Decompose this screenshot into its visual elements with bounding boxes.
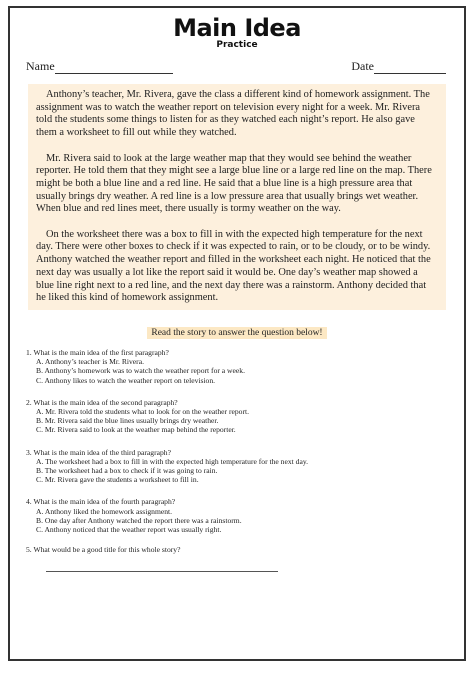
answer-option-c[interactable]: C. Anthony noticed that the weather report was usually right. <box>36 524 222 534</box>
instruction-row <box>10 322 464 340</box>
date-label: Date <box>351 59 374 73</box>
answer-option-b[interactable]: B. Anthony’s homework was to watch the weather report for a week. <box>36 366 245 376</box>
answer-option-b[interactable]: B. The worksheet had a box to check if it was going to rain. <box>36 465 218 475</box>
answer-option-a[interactable]: A. Anthony’s teacher is Mr. Rivera. <box>36 357 144 367</box>
page-subtitle: Practice <box>216 40 258 50</box>
answer-option-b[interactable]: B. Mr. Rivera said the blue lines usually brings dry weather. <box>36 416 219 426</box>
answer-option-c[interactable]: C. Anthony likes to watch the weather report on television. <box>36 375 216 385</box>
date-blank-line[interactable] <box>374 62 446 74</box>
answer-option-c[interactable]: C. Mr. Rivera gave the students a worksheet to fill in. <box>36 475 199 485</box>
title-block <box>10 16 464 50</box>
story-paragraph-3: On the worksheet there was a box to fill in with the expected high temperature for the next day. There were other boxes to check if it was expected to rain, or to be cloudy, or to be windy. Anthony watched the weather report and filled in the worksheet each night. He noticed that the next day was usually a lot like the report said it would be. One day’s weather map showed a blue line right next to a red line, and the next day there was a rainstorm. Anthony decided that he liked this kind of homework assignment. <box>36 228 431 304</box>
name-date-row <box>10 59 464 74</box>
answer-option-b[interactable]: B. One day after Anthony watched the report there was a rainstorm. <box>36 515 242 525</box>
question-text: 1. What is the main idea of the first paragraph? <box>26 347 169 357</box>
story-paragraph-1: Anthony’s teacher, Mr. Rivera, gave the class a different kind of homework assignment. The assignment was to watch the weather report on television every night for a week. Mr. Rivera told the students some things to listen for as they watched each night’s report. He also gave them a worksheet to fill out while they watched. <box>36 89 430 139</box>
answer-option-a[interactable]: A. Mr. Rivera told the students what to look for on the weather report. <box>36 406 249 416</box>
question-1 <box>26 348 448 385</box>
question-4 <box>26 497 448 534</box>
answer-option-c[interactable]: C. Mr. Rivera said to look at the weather map behind the reporter. <box>36 425 236 435</box>
name-blank-line[interactable] <box>55 62 173 74</box>
question-5 <box>26 545 448 572</box>
worksheet-page <box>8 6 466 661</box>
name-label: Name <box>26 59 55 73</box>
story-passage <box>28 84 446 310</box>
answer-option-a[interactable]: A. Anthony liked the homework assignment. <box>36 506 173 516</box>
question-text: 2. What is the main idea of the second paragraph? <box>26 397 178 407</box>
page-title: Main Idea <box>173 14 301 42</box>
question-text: 4. What is the main idea of the fourth paragraph? <box>26 497 176 507</box>
question-text: 5. What would be a good title for this whole story? <box>26 545 181 555</box>
story-paragraph-2: Mr. Rivera said to look at the large weather map that they would see behind the weather reporter. He told them that they might see a large blue line or a large red line on the map. There might be both a blue line and a red line. He said that a blue line is a high pressure area that usually brings dry weather. A red line is a low pressure area that usually brings wet weather. When blue and red lines meet, there usually is tormy weather on the way. <box>36 152 432 215</box>
name-field[interactable] <box>26 59 173 74</box>
answer-blank-line[interactable] <box>46 570 278 572</box>
instruction-banner: Read the story to answer the question below! <box>147 327 326 339</box>
date-field[interactable] <box>351 59 446 74</box>
answer-option-a[interactable]: A. The worksheet had a box to fill in with the expected high temperature for the next day. <box>36 456 309 466</box>
question-3 <box>26 448 448 485</box>
question-2 <box>26 398 448 435</box>
question-list <box>26 348 448 572</box>
question-text: 3. What is the main idea of the third paragraph? <box>26 447 171 457</box>
